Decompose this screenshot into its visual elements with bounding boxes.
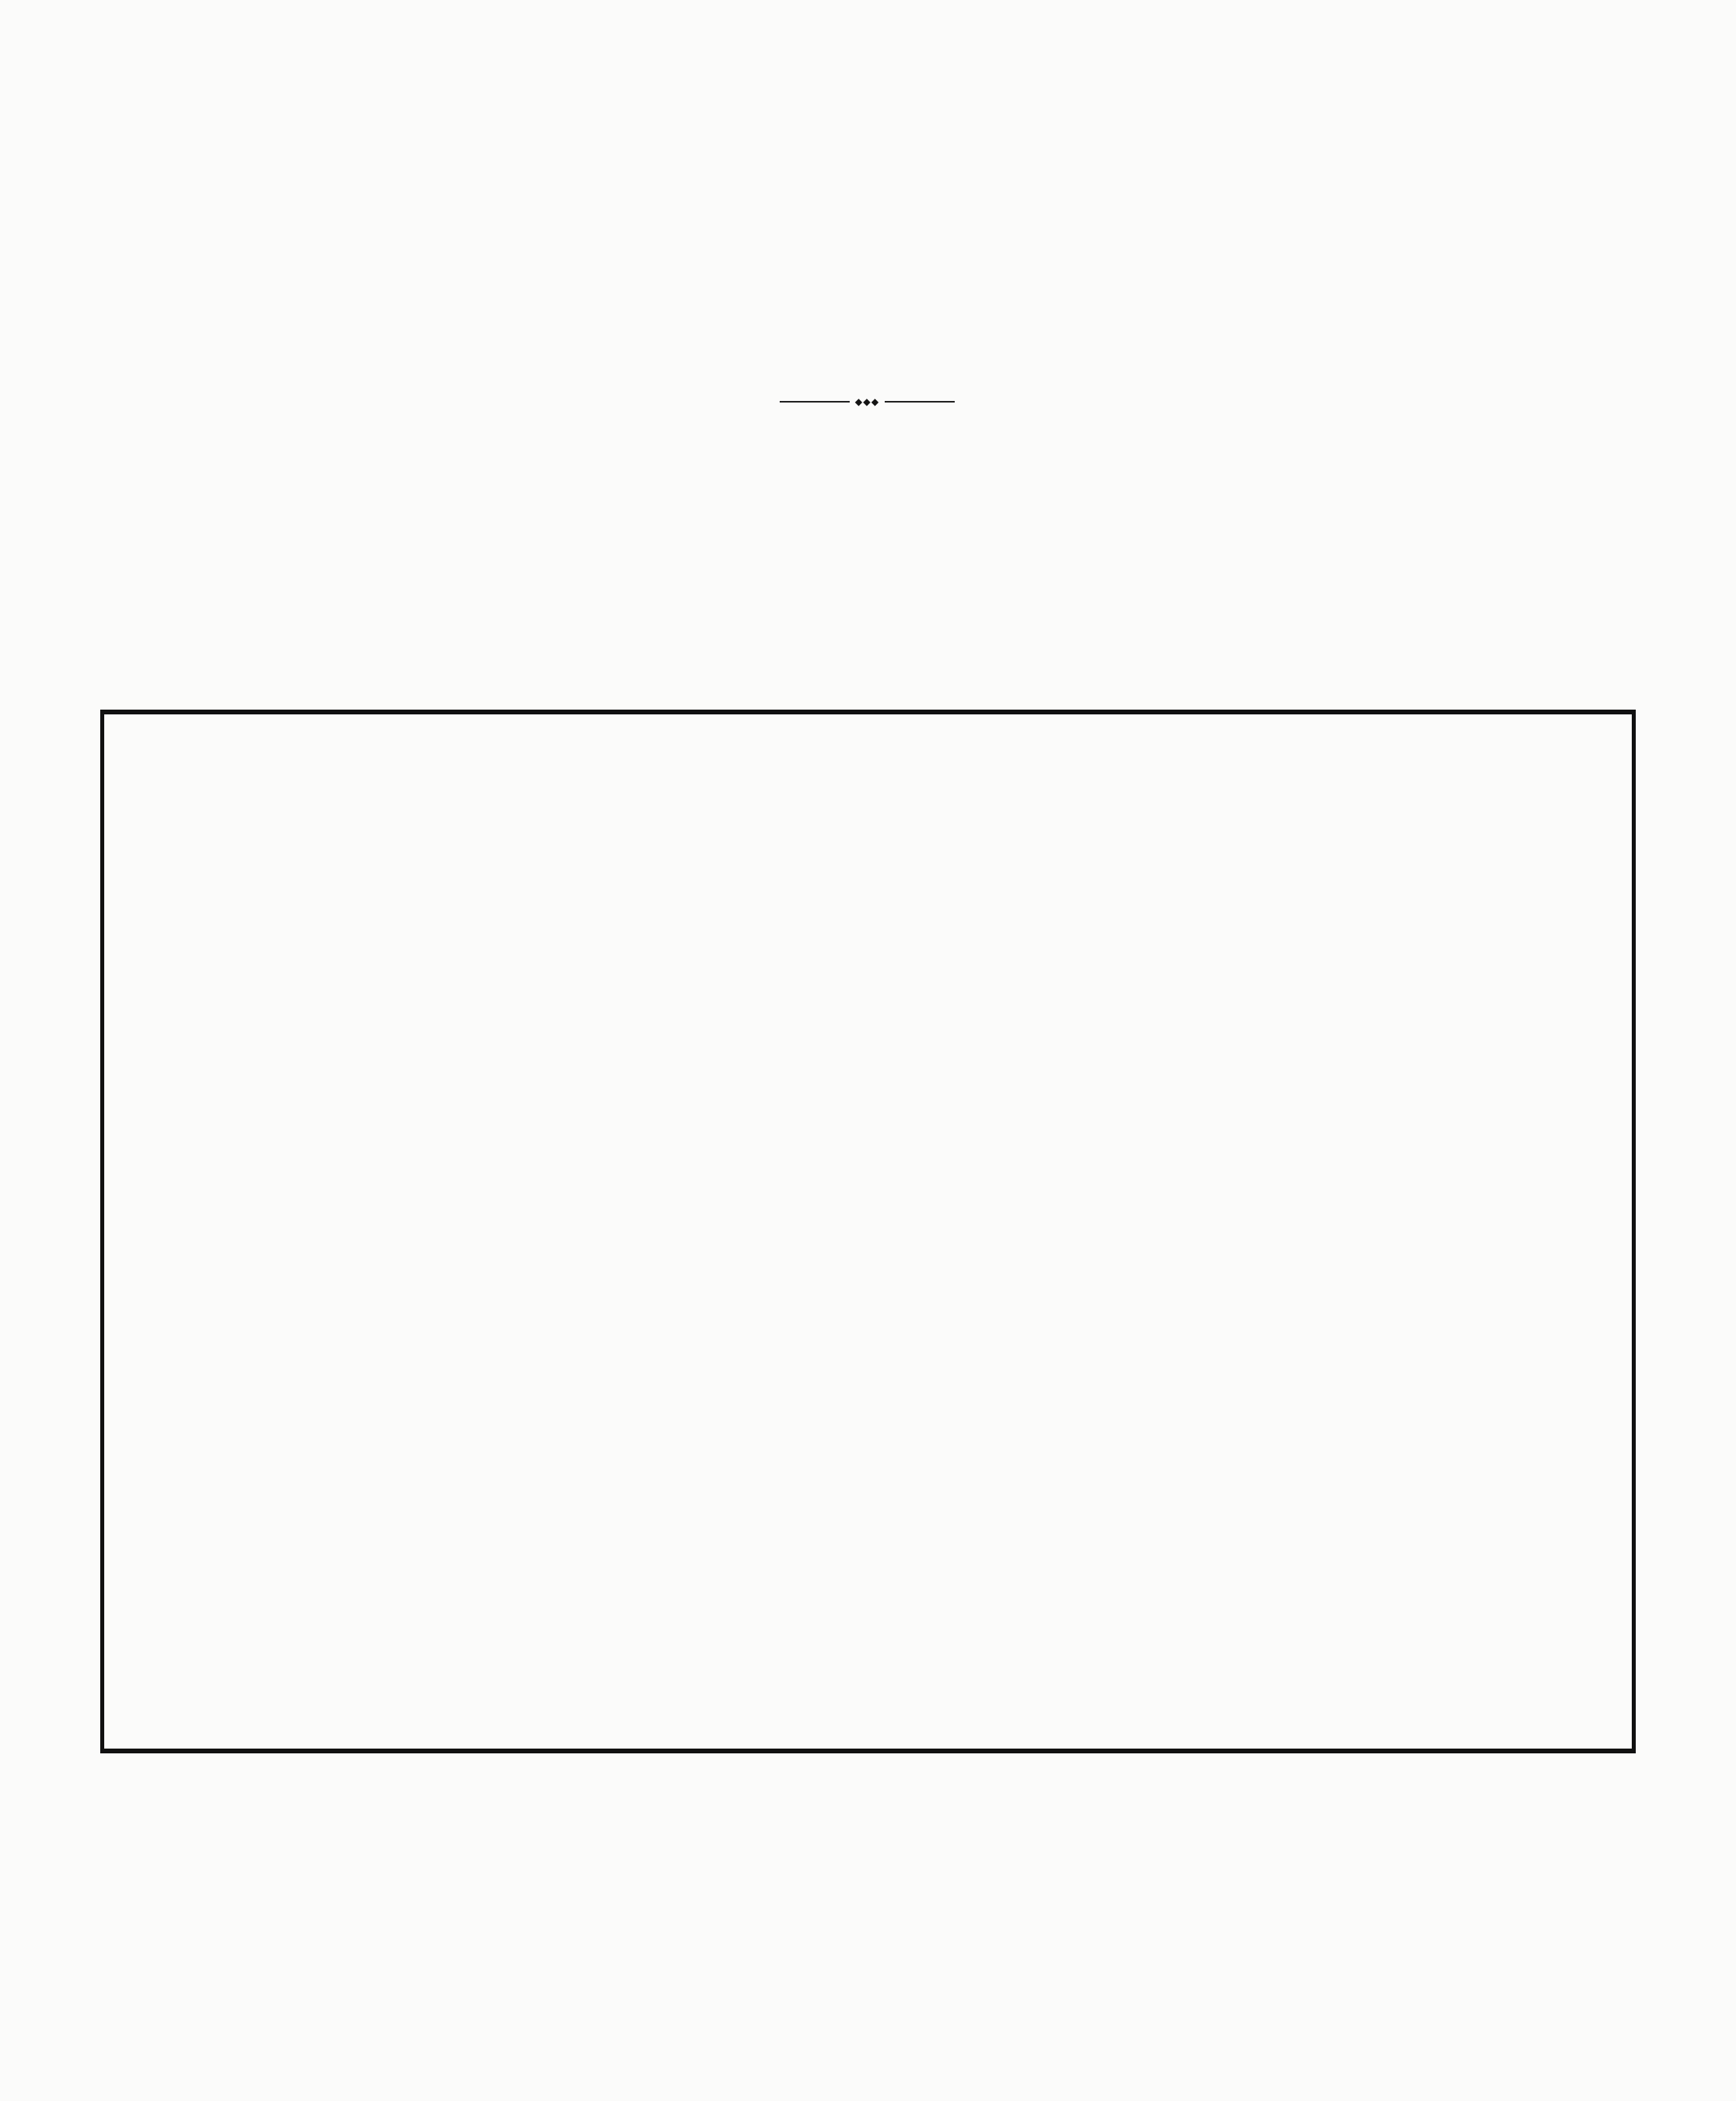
footnote-3 bbox=[159, 1879, 177, 1906]
title-divider: ◆◆◆ bbox=[780, 399, 955, 404]
footnote-1 bbox=[180, 1787, 198, 1814]
lehrplan-table bbox=[100, 710, 1636, 1753]
footnote-2 bbox=[180, 1834, 198, 1862]
